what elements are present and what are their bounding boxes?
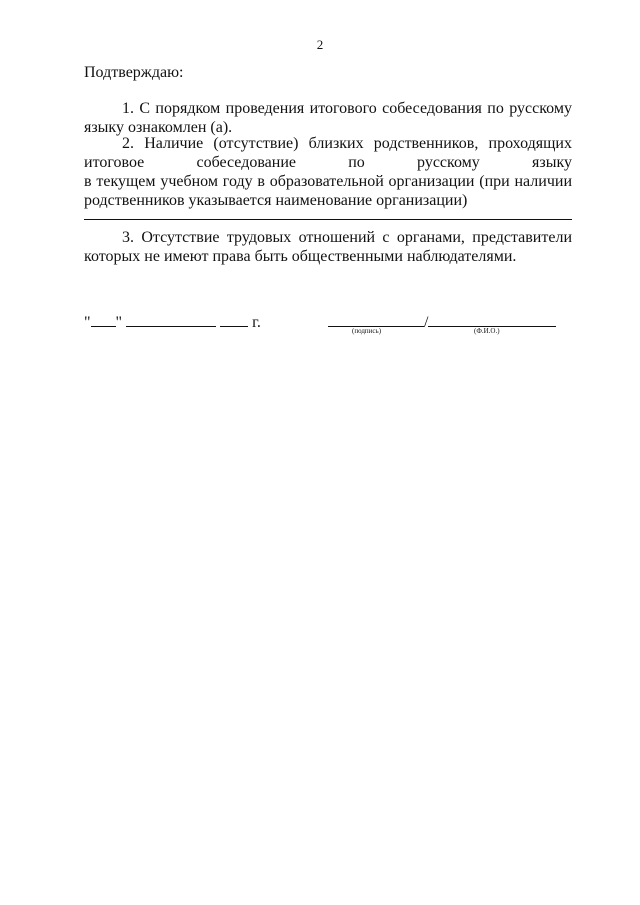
organization-name-rule [84, 219, 572, 220]
date-quote-close: " [115, 314, 123, 331]
item-1-paragraph [84, 99, 572, 137]
item-3-line-1: 3. Отсутствие трудовых отношений с органами, представители [122, 229, 572, 246]
item-1-line-2: языку ознакомлен (а). [84, 119, 233, 136]
item-2-line-3: в текущем учебном году в образовательной организации (при наличии [84, 173, 572, 190]
item-2-line-4: родственников указывается наименование организации) [84, 192, 468, 209]
item-2-line-2: итоговое собеседование по русскому языку [84, 154, 572, 171]
signature-caption: (подпись) [352, 327, 382, 335]
signature-separator: / [424, 314, 429, 331]
item-3-line-2: которых не имеют права быть общественными наблюдателями. [84, 248, 517, 265]
confirmation-heading: Подтверждаю: [84, 64, 184, 81]
full-name-blank [428, 311, 556, 327]
item-2-paragraph [84, 134, 572, 210]
date-quote-open: " [84, 314, 91, 331]
date-field [84, 311, 261, 332]
item-3-paragraph [84, 228, 572, 266]
year-blank [220, 311, 248, 327]
full-name-caption: (Ф.И.О.) [474, 327, 500, 335]
item-2-line-1: 2. Наличие (отсутствие) близких родственников, проходящих [122, 135, 572, 152]
month-blank [126, 311, 216, 327]
year-suffix: г. [252, 314, 261, 331]
day-blank [91, 311, 116, 327]
item-1-line-1: 1. С порядком проведения итогового собеседования по русскому [122, 100, 572, 117]
signature-blank [328, 311, 424, 327]
page-number: 2 [316, 37, 324, 52]
